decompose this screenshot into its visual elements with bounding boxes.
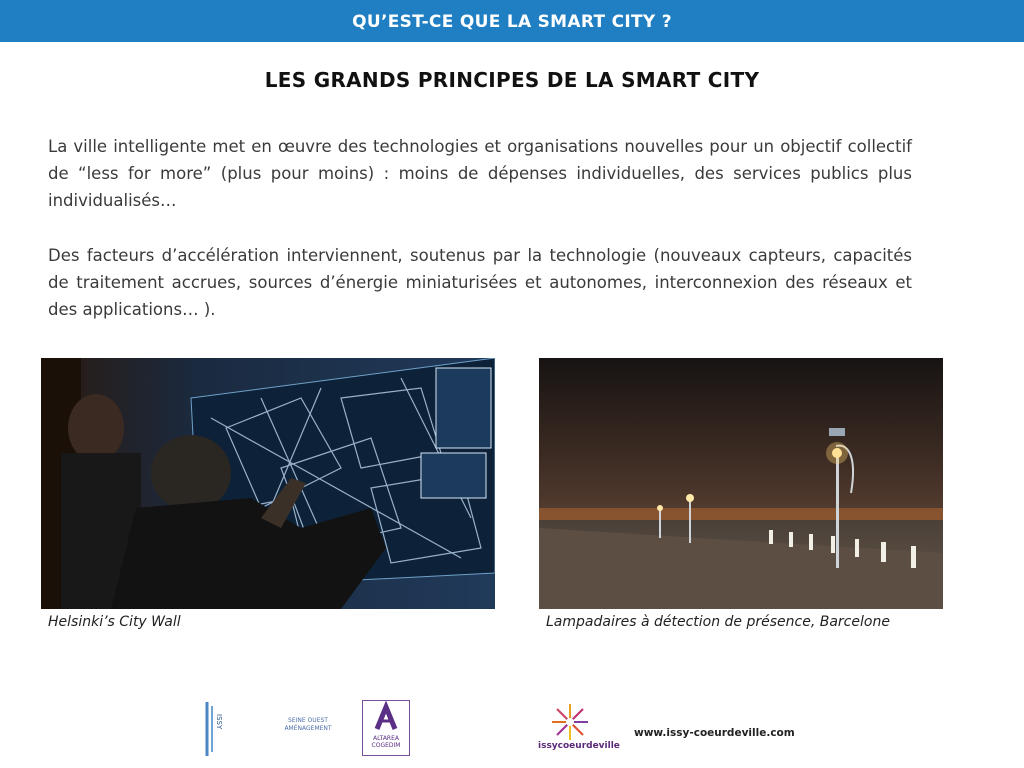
seine-ouest-logo-line2: AMÉNAGEMENT	[284, 725, 332, 732]
intro-paragraph: La ville intelligente met en œuvre des technologies et organisations nouvelles pour un objectif collectif de “less for more” (plus pour moins) : moins de dépenses individuelles, des services publics plus individualisés…	[48, 137, 912, 210]
coeur-de-ville-logo-text: issycoeurdeville	[538, 741, 620, 751]
seine-ouest-logo	[279, 717, 337, 747]
page-title: LES GRANDS PRINCIPES DE LA SMART CITY	[264, 68, 760, 92]
barcelona-photo-caption: Lampadaires à détection de présence, Barcelone	[546, 614, 890, 630]
issy-coeur-de-ville-logo	[536, 700, 624, 760]
helsinki-city-wall-photo	[41, 358, 495, 609]
issy-logo	[203, 700, 227, 758]
barcelona-streetlamp-photo	[539, 358, 943, 609]
helsinki-photo-caption: Helsinki’s City Wall	[48, 614, 181, 630]
altarea-cogedim-logo	[362, 700, 410, 756]
banner-title: QU’EST-CE QUE LA SMART CITY ?	[352, 12, 672, 32]
altarea-logo-line1: ALTAREA	[373, 735, 399, 742]
altarea-logo-line2: COGEDIM	[371, 742, 401, 749]
website-link[interactable]: www.issy-coeurdeville.com	[634, 727, 795, 739]
header-banner	[0, 0, 1024, 42]
seine-ouest-logo-line1: SEINE OUEST	[288, 717, 328, 724]
issy-logo-text: ISSY	[215, 714, 223, 730]
factors-paragraph: Des facteurs d’accélération interviennent, soutenus par la technologie (nouveaux capteurs, capacités de traitement accrues, sources d’énergie miniaturisées et autonomes, interconnexion des réseaux et des applications… ).	[48, 246, 912, 319]
